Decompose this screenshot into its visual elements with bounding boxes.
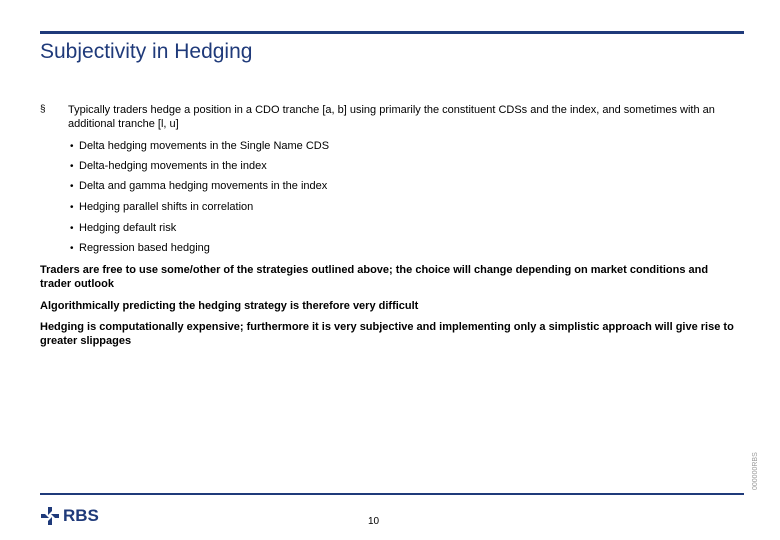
- bullet-dot-icon: •: [70, 202, 74, 213]
- main-bullet-text: Typically traders hedge a position in a CDO tranche [a, b] using primarily the constituent CDSs and the index, and sometimes with an additional tranche [l, u]: [68, 104, 715, 130]
- paragraph-algorithmic: Algorithmically predicting the hedging strategy is therefore very difficult: [40, 300, 419, 312]
- sub-item-default-risk: [70, 222, 176, 234]
- sub-item-label: Delta-hedging movements in the index: [79, 160, 267, 172]
- logo-text: RBS: [63, 506, 99, 525]
- sub-item-label: Delta hedging movements in the Single Name CDS: [79, 140, 330, 152]
- bullet-dot-icon: •: [70, 181, 74, 192]
- bottom-rule: [40, 493, 744, 495]
- sub-item-label: Delta and gamma hedging movements in the index: [79, 180, 328, 192]
- rbs-logo: [40, 506, 99, 526]
- sub-item-label: Hedging default risk: [79, 222, 177, 234]
- sub-item-label: Hedging parallel shifts in correlation: [79, 201, 254, 213]
- side-document-code: 000000RBS: [752, 452, 759, 490]
- sub-item-delta-index: [70, 160, 267, 172]
- bullet-dot-icon: •: [70, 223, 74, 234]
- bullet-dot-icon: •: [70, 243, 74, 254]
- top-rule: [40, 31, 744, 34]
- main-bullet-marker: §: [40, 104, 46, 115]
- page-number: 10: [368, 516, 380, 527]
- bullet-dot-icon: •: [70, 141, 74, 152]
- sub-item-label: Regression based hedging: [79, 242, 210, 254]
- sub-item-delta-gamma: [70, 180, 327, 192]
- paragraph-computational: Hedging is computationally expensive; furthermore it is very subjective and implementing only a simplistic approach will give rise to greater slippages: [40, 321, 734, 347]
- page-title: Subjectivity in Hedging: [40, 40, 253, 63]
- bullet-dot-icon: •: [70, 161, 74, 172]
- sub-item-regression: [70, 242, 210, 254]
- sub-item-correlation: [70, 201, 253, 213]
- sub-item-delta-single-name: [70, 140, 329, 152]
- rbs-daisy-logo-icon: [40, 506, 60, 526]
- paragraph-strategies: Traders are free to use some/other of the strategies outlined above; the choice will change depending on market conditions and trader outlook: [40, 264, 709, 290]
